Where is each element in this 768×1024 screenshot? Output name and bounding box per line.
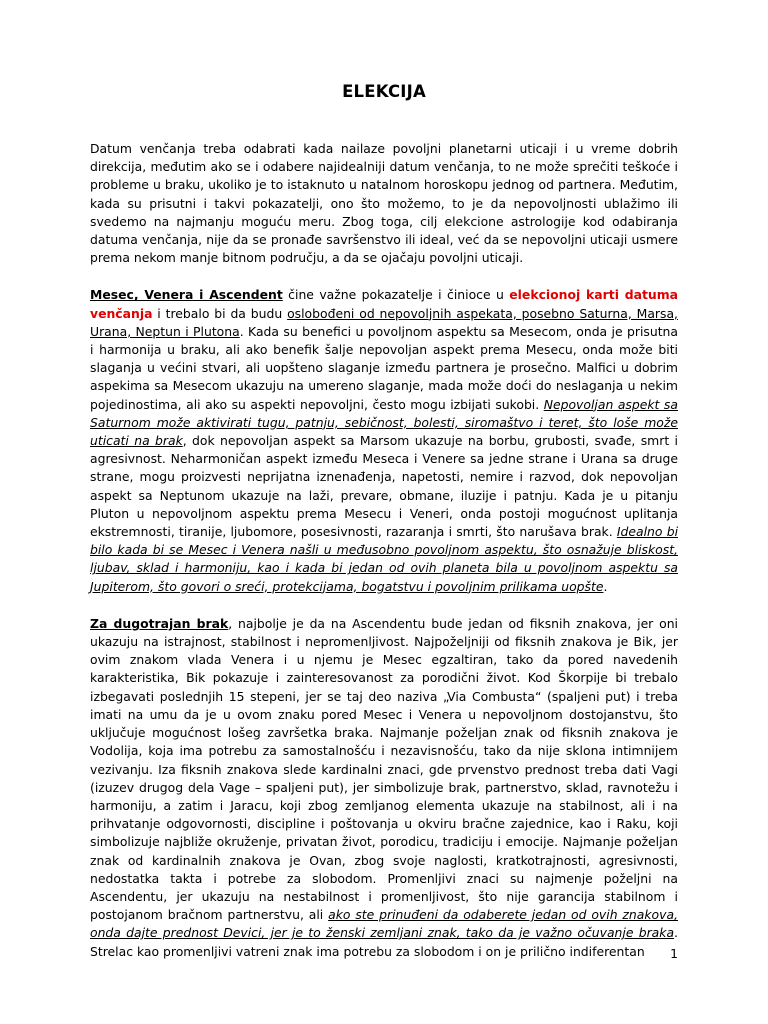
- paragraph-text: čine važne pokazatelje i činioce u: [282, 287, 510, 303]
- paragraph-intro: Datum venčanja treba odabrati kada nailaze povoljni planetarni uticaji i u vreme dobrih direkcija, međutim ako se i odabere najidealniji datum venčanja, to ne može sprečiti teškoće i probleme u braku, ukoliko je to istaknuto u natalnom horoskopu jednog od partnera. Međutim, kada su prisutni i takvi pokazatelji, ono što možemo, to je da nepovoljnosti ublažimo ili svedemo na najmanju moguću meru. Zbog toga, cilj elekcione astrologije kod odabiranja datuma venčanja, nije da se pronađe savršenstvo ili ideal, već da se nepovoljni uticaji usmere prema nekom manje bitnom području, a da se ojačaju povoljni uticaji.: [90, 141, 678, 266]
- underlined-italic-text: Idealno bi bilo kada bi se Mesec i Venera našli u međusobno povoljnom aspektu, što osnažuje bliskost, ljubav, sklad i harmoniju, kao i kada bi jedan od ovih planeta bila u povoljnom aspektu sa Jupiterom, što govori o sreći, protekcijama, bogatstvu i povoljnim prilikama uopšte: [90, 524, 679, 594]
- paragraph-lead: Mesec, Venera i Ascendent: [90, 287, 283, 303]
- page-number: 1: [670, 946, 678, 961]
- highlight-red-text: elekcionoj karti datuma venčanja: [90, 287, 678, 321]
- paragraph-long-marriage: [90, 615, 678, 961]
- document-page: [90, 82, 678, 961]
- underlined-italic-text: Nepovoljan aspekt sa Saturnom može aktivirati tugu, patnju, sebičnost, bolesti, siromaštvo i teret, što loše može uticati na brak: [90, 396, 678, 449]
- paragraph-text: . Kada su benefici u povoljnom aspektu sa Mesecom, onda je prisutna i harmonija u braku, ali ako benefik šalje nepovoljan aspekt prema Mesecu, onda može biti slaganja u većini stvari, ali uopšteno slaganje između partnera je prosečno. Malfici u dobrim aspekima sa Mesecom ukazuju na umereno slaganje, mada može doći do neslaganja u nekim pojedinostima, ali ako su aspekti nepovoljni, često mogu izbijati sukobi.: [90, 323, 678, 412]
- paragraph-text: , najbolje je da na Ascendentu bude jedan od fiksnih znakova, jer oni ukazuju na istrajnost, stabilnost i nepromenljivost. Najpoželjniji od fiksnih znakova je Bik, jer ovim znakom vlada Venera i u njemu je Mesec egzaltiran, tako da pored navedenih karakteristika, Bik pokazuje i zainteresovanost za porodični život. Kod Škorpije bi trebalo izbegavati poslednjih 15 stepeni, jer se taj deo naziva „Via Combusta“ (spaljeni put) i treba imati na umu da je u ovom znaku pored Mesec i Venera u nepovoljnom dostojanstvu, što uključuje mogućnost lošeg završetka braka. Najmanje poželjan znak od fiksnih znakova je Vodolija, koja ima potrebu za samostalnošću i nezavisnošću, tako da nije sklona intimnijem vezivanju. Iza fiksnih znakova slede kardinalni znaci, gde prvenstvo prednost treba dati Vagi (izuzev drugog dela Vage – spaljeni put), jer simbolizuje brak, partnerstvo, sklad, ravnotežu i harmoniju, a zatim i Jaracu, koji zbog zemljanog elementa ukazuje na stabilnost, ali i na prihvatanje odgovornosti, discipline i poštovanja u okviru bračne zajednice, kao i Raku, koji simbolizuje najbliže okruženje, privatan život, porodicu, tradiciju i emocije. Najmanje poželjan znak od kardinalnih znakova je Ovan, zbog svoje naglosti, kratkotrajnosti, agresivnosti, nedostatka takta i potrebe za slobodom. Promenljivi znaci su najmenje poželjni na Ascendentu, jer ukazuju na nestabilnost i promenljivost, što nije garancija stabilnom i postojanom bračnom partnerstvu, ali: [90, 615, 678, 923]
- paragraph-text: . Strelac kao promenljivi vatreni znak ima potrebu za slobodom i on je prilično indiferentan: [90, 925, 678, 959]
- paragraph-moon-venus-ascendant: [90, 286, 678, 595]
- underlined-italic-text: ako ste prinuđeni da odaberete jedan od ovih znakova, onda dajte prednost Devici, jer je to ženski zemljani znak, tako da je važno očuvanje braka: [90, 907, 678, 941]
- document-title: ELEKCIJA: [342, 82, 426, 101]
- paragraph-lead: Za dugotrajan brak: [90, 615, 229, 631]
- paragraph-text: .: [603, 578, 608, 594]
- paragraph-text: , dok nepovoljan aspekt sa Marsom ukazuje na borbu, grubosti, svađe, smrt i agresivnost. Neharmoničan aspekt između Meseca i Venere sa jedne strane i Urana sa druge strane, mogu proizvesti neprijatna iznenađenja, napetosti, nemire i razvod, dok nepovoljan aspekt sa Neptunom ukazuje na laži, prevare, obmane, iluzije i patnju. Kada je u pitanju Pluton u nepovoljnom aspektu prema Mesecu i Veneri, onda postoji mogućnost uplitanja ekstremnosti, tiranije, ljubomore, posesivnosti, razaranja i smrti, što narušava brak.: [90, 433, 678, 540]
- underlined-text: oslobođeni od nepovoljnih aspekata, posebno Saturna, Marsa, Urana, Neptun i Plutona: [90, 305, 678, 339]
- paragraph-text: i trebalo bi da budu: [152, 305, 288, 321]
